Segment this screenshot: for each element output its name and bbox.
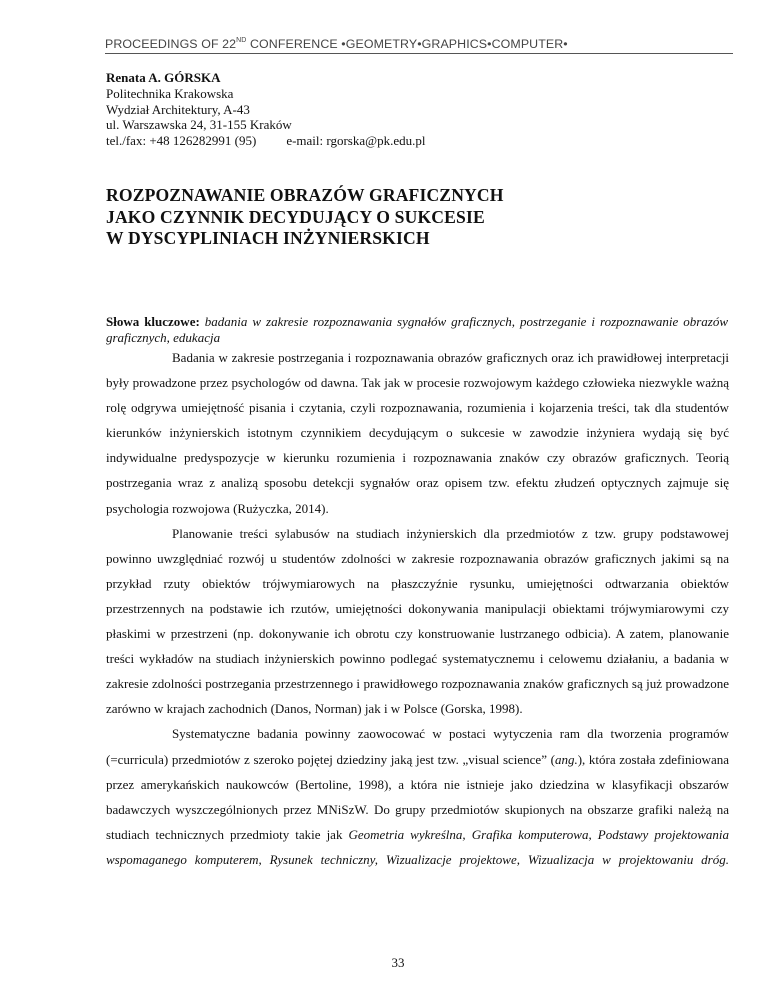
keywords-text: badania w zakresie rozpoznawania sygnałów graficznych, postrzeganie i rozpoznawanie obrazów graficznych, edukacja: [106, 314, 729, 345]
body-text: [106, 345, 729, 872]
keywords-label: Słowa kluczowe:: [106, 314, 200, 329]
paragraph-3-subjects: Geometria wykreślna, Grafika komputerowa, Podstawy projektowania wspomaganego komputerem, Rysunek techniczny, Wizualizacje projektowe, Wizualizacja w projektowaniu dróg.: [106, 826, 730, 867]
author-phone: tel./fax: +48 126282991 (95): [106, 133, 257, 149]
paper-title: [106, 185, 706, 250]
author-affiliation: Politechnika Krakowska: [106, 85, 234, 101]
author-block: [106, 70, 426, 149]
author-email: e-mail: rgorska@pk.edu.pl: [286, 133, 426, 149]
title-line-1: ROZPOZNAWANIE OBRAZÓW GRAFICZNYCH: [106, 185, 504, 205]
paragraph-3-part-a: Systematyczne badania powinny zaowocować w postaci wytyczenia ram dla tworzenia programów (=curricula) przedmiotów z szeroko pojętej dziedziny jaką jest tzw. „visual science” (: [106, 726, 729, 767]
keywords-block: [106, 314, 728, 346]
header-superscript: ND: [236, 37, 247, 44]
paragraph-3: [106, 721, 729, 872]
header-rule: [105, 53, 733, 54]
running-header: [105, 37, 733, 51]
paragraph-3-part-c: ), która została zdefiniowana przez amerykańskich naukowców (Bertoline, 1998), a która nie istnieje jako dziedzina w klasyfikacji obszarów badawczych wyszczególnionych przez MNiSzW. Do grupy przedmiotów skupionych na obszarze grafiki należą na studiach technicznych przedmioty takie jak: [106, 751, 729, 842]
author-name: Renata A. GÓRSKA: [106, 70, 221, 85]
paragraph-1: Badania w zakresie postrzegania i rozpoznawania obrazów graficznych oraz ich prawidłowej interpretacji były prowadzone przez psychologów od dawna. Tak jak w procesie rozwojowym każdego człowieka niezwykle ważną rolę odgrywa umiejętność pisania i czytania, czyli rozpoznawania, rozumienia i kojarzenia treści, tak dla studentów kierunków inżynierskich istotnym czynnikiem decydującym o sukcesie w zawodzie inżyniera wydają się być indywidualne predyspozycje w kierunku rozumienia i rozpoznawania znaków czy obrazów graficznych. Teorią postrzegania wraz z analizą sposobu detekcji sygnałów oraz opisem tzw. efektu złudzeń optycznych zajmuje się psychologia rozwojowa (Rużyczka, 2014).: [106, 350, 729, 516]
author-address: ul. Warszawska 24, 31-155 Kraków: [106, 117, 292, 133]
paragraph-2: Planowanie treści sylabusów na studiach inżynierskich dla przedmiotów z tzw. grupy podstawowej powinno uwzględniać rozwój u studentów zdolności w zakresie rozpoznawania obrazów graficznych jakimi są na przykład rzuty obiektów trójwymiarowych na płaszczyźnie rysunku, umiejętności odtwarzania obiektów przestrzennych na podstawie ich rzutów, umiejętności dokonywania manipulacji obiektami trójwymiarowymi czy płaskimi w przestrzeni (np. dokonywanie ich obrotu czy konstruowanie lustrzanego odbicia). A zatem, planowanie treści wykładów na studiach inżynierskich powinno podlegać systematycznemu i celowemu działaniu, a badania w zakresie zdolności postrzegania przestrzennego i prawidłowego rozpoznawania znaków graficznych są już prowadzone zarówno w krajach zachodnich (Danos, Norman) jak i w Polsce (Gorska, 1998).: [106, 525, 729, 717]
header-suffix: CONFERENCE •GEOMETRY•GRAPHICS•COMPUTER•: [246, 37, 568, 51]
header-prefix: PROCEEDINGS OF 22: [105, 37, 237, 51]
author-department: Wydział Architektury, A-43: [106, 101, 250, 117]
page-number: 33: [391, 955, 405, 970]
title-line-3: W DYSCYPLINIACH INŻYNIERSKICH: [106, 228, 430, 248]
title-line-2: JAKO CZYNNIK DECYDUJĄCY O SUKCESIE: [106, 206, 485, 227]
paragraph-3-abbrev: ang.: [554, 751, 578, 767]
author-contact: [106, 133, 426, 149]
